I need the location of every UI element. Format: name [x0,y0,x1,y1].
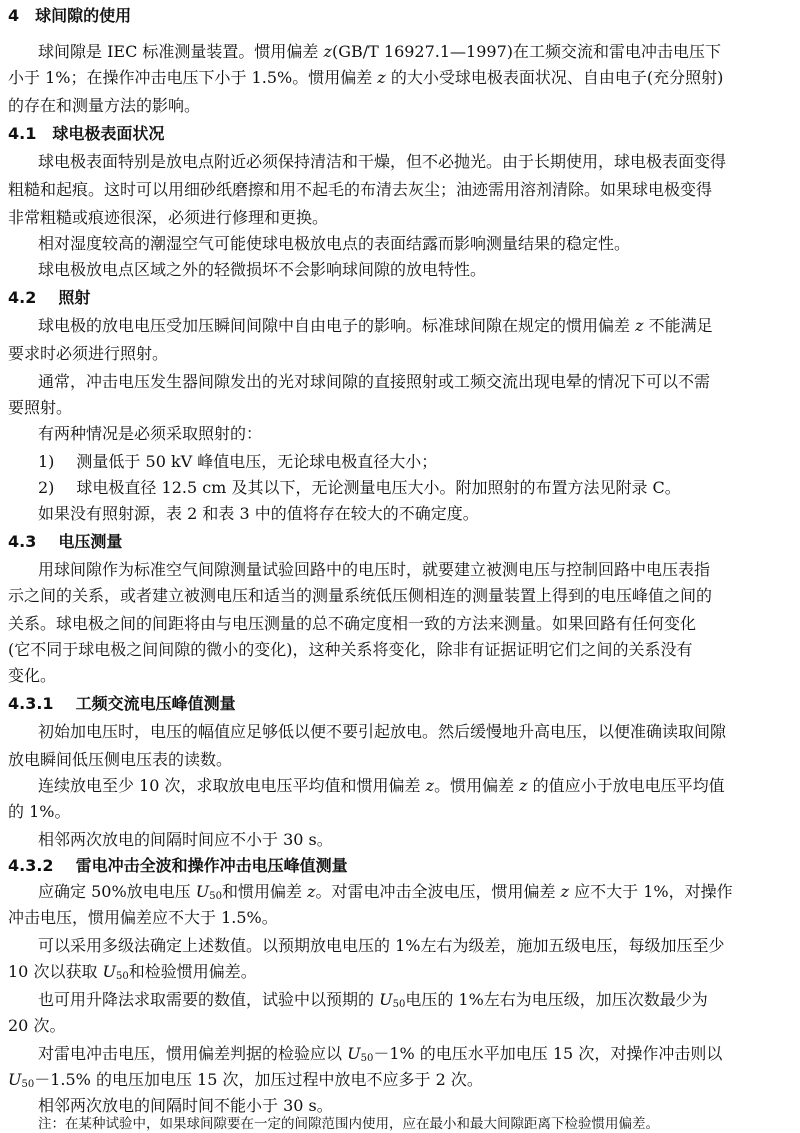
paragraph-line: 对雷电冲击电压，惯用偏差判据的检验应以 $U_{50}-1\%$ 的电压水平加电压 15 次，对操作冲击则以 [38,1044,723,1064]
paragraph-line: 球电极的放电电压受加压瞬间间隙中自由电子的影响。标准球间隙在规定的惯用偏差 z 不能满足 [38,316,713,335]
paragraph-line: 可以采用多级法确定上述数值。以预期放电电压的 1%左右为级差，施加五级电压，每级加压至少 [38,936,725,955]
section-4-3-heading: 4.3 电压测量 [8,532,123,551]
paragraph-line: 要求时必须进行照射。 [8,344,169,363]
list-item: 2) 球电极直径 12.5 cm 及其以下，无论测量电压大小。附加照射的布置方法见附录 C。 [38,478,681,497]
section-4-3-1-heading: 4.3.1 工频交流电压峰值测量 [8,694,236,713]
section-4-2-heading: 4.2 照射 [8,288,91,307]
paragraph-line: 变化。 [8,666,57,685]
paragraph-line: 10 次以获取 $U_{50}$和检验惯用偏差。 [8,962,257,982]
paragraph-line: 应确定 50%放电电压 $U_{50}$和惯用偏差 z。对雷电冲击全波电压，惯用偏差 z 应不大于 1%，对操作 [38,882,733,902]
paragraph-line: 球电极放电点区域之外的轻微损坏不会影响球间隙的放电特性。 [38,260,487,279]
paragraph-line: 冲击电压，惯用偏差应不大于 1.5%。 [8,908,278,927]
paragraph-line: 通常，冲击电压发生器间隙发出的光对球间隙的直接照射或工频交流出现电晕的情况下可以不需 [38,372,711,391]
paragraph-line: 示之间的关系，或者建立被测电压和适当的测量系统低压侧相连的测量装置上得到的电压峰值之间的 [8,586,713,605]
section-4-heading: 4 球间隙的使用 [8,6,132,25]
paragraph-line: 连续放电至少 10 次，求取放电电压平均值和惯用偏差 z。惯用偏差 z 的值应小于放电电压平均值 [38,776,725,795]
paragraph-line: 球间隙是 IEC 标准测量装置。惯用偏差 z(GB/T 16927.1—1997)在工频交流和雷电冲击电压下 [38,42,722,61]
paragraph-line: 初始加电压时，电压的幅值应足够低以便不要引起放电。然后缓慢地升高电压，以便准确读取间隙 [38,722,727,741]
paragraph-line: 要照射。 [8,398,73,417]
paragraph-line: 关系。球电极之间的间距将由与电压测量的总不确定度相一致的方法来测量。如果回路有任何变化 [8,614,697,633]
paragraph-line: 也可用升降法求取需要的数值，试验中以预期的 $U_{50}$电压的 1%左右为电压级，加压次数最少为 [38,990,708,1010]
footnote: 注：在某种试验中，如果球间隙要在一定的间隙范围内使用，应在最小和最大间隙距离下检验惯用偏差。 [38,1116,659,1132]
paragraph-line: 球电极表面特别是放电点附近必须保持清洁和干燥，但不必抛光。由于长期使用，球电极表面变得 [38,152,727,171]
section-4-1-heading: 4.1 球电极表面状况 [8,124,165,143]
paragraph-line: 相邻两次放电的间隔时间不能小于 30 s。 [38,1096,333,1115]
paragraph-line: 非常粗糙或痕迹很深，必须进行修理和更换。 [8,208,329,227]
paragraph-line: $U_{50}-1.5\%$ 的电压加电压 15 次，加压过程中放电不应多于 2 次。 [8,1070,483,1090]
paragraph-line: 小于 1%；在操作冲击电压下小于 1.5%。惯用偏差 z 的大小受球电极表面状况、自由电子(充分照射) [8,68,724,87]
list-item: 1) 测量低于 50 kV 峰值电压，无论球电极直径大小； [38,452,438,471]
paragraph-line: 相对湿度较高的潮湿空气可能使球电极放电点的表面结露而影响测量结果的稳定性。 [38,234,631,253]
paragraph-line: 的 1%。 [8,802,71,821]
paragraph-line: 20 次。 [8,1016,66,1035]
paragraph-line: 的存在和测量方法的影响。 [8,96,201,115]
paragraph-line: 用球间隙作为标准空气间隙测量试验回路中的电压时，就要建立被测电压与控制回路中电压表指 [38,560,711,579]
section-4-3-2-heading: 4.3.2 雷电冲击全波和操作冲击电压峰值测量 [8,856,348,875]
paragraph-line: 放电瞬间低压侧电压表的读数。 [8,750,233,769]
paragraph-line: 如果没有照射源，表 2 和表 3 中的值将存在较大的不确定度。 [38,504,479,523]
paragraph-line: 粗糙和起痕。这时可以用细砂纸磨擦和用不起毛的布清去灰尘；油迹需用溶剂清除。如果球电极变得 [8,180,713,199]
paragraph-line: (它不同于球电极之间间隙的微小的变化)，这种关系将变化，除非有证据证明它们之间的关系没有 [8,640,693,659]
paragraph-line: 有两种情况是必须采取照射的： [38,424,263,443]
paragraph-line: 相邻两次放电的间隔时间应不小于 30 s。 [38,830,333,849]
